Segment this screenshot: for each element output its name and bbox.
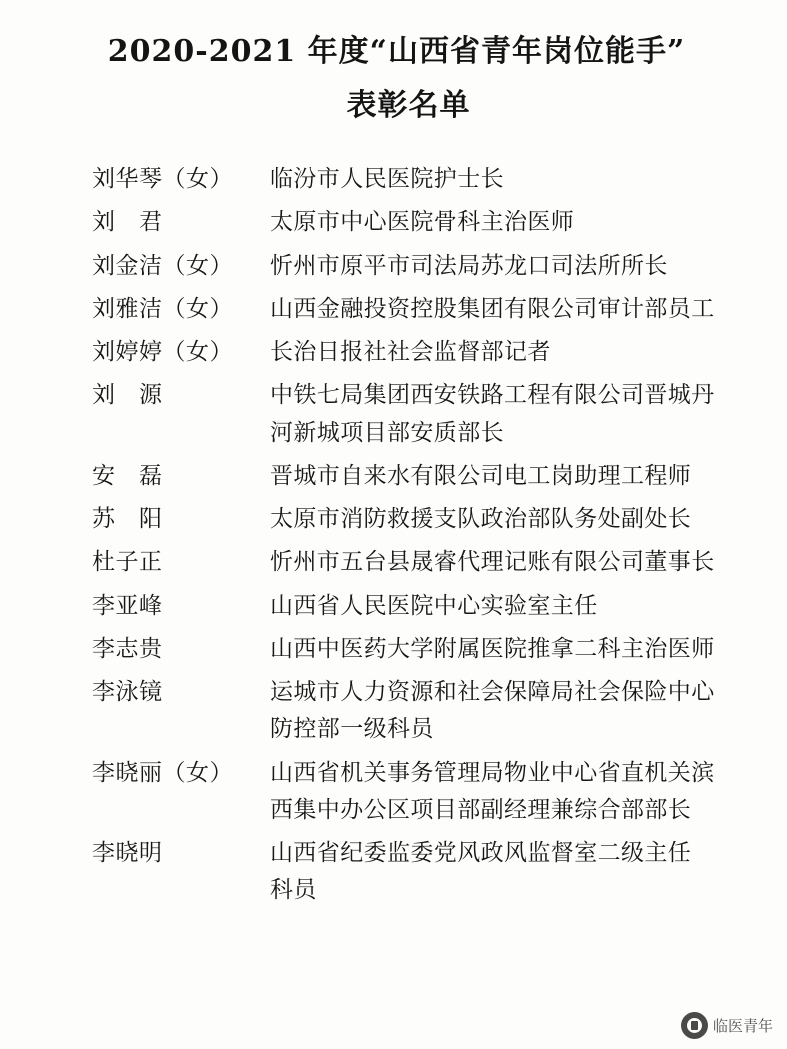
entry-name: 李晓丽（女） [92, 759, 233, 786]
title-line-secondary: 表彰名单 [346, 87, 471, 123]
watermark [681, 1012, 773, 1039]
entry-description-continuation: 科员 [270, 877, 317, 904]
list-item [92, 204, 751, 241]
entry-name: 刘金洁（女） [92, 252, 233, 279]
entry-name: 李晓明 [92, 840, 163, 866]
entry-description-continuation: 河新城项目部安质部长 [270, 419, 504, 446]
entry-name: 安 磊 [92, 462, 163, 489]
roster-list [0, 161, 787, 910]
entry-description-line: 太原市消防救援支队政治部队务处副处长 [270, 506, 692, 532]
list-item [92, 161, 751, 198]
entry-description-line: 山西省机关事务管理局物业中心省直机关滨 [270, 759, 715, 786]
list-item [92, 501, 751, 538]
entry-description-line: 忻州市原平市司法局苏龙口司法所所长 [270, 252, 668, 279]
entry-description-line: 运城市人力资源和社会保障局社会保险中心 [270, 679, 715, 705]
entry-description-line: 中铁七局集团西安铁路工程有限公司晋城丹 [270, 382, 715, 409]
entry-description-line: 山西省纪委监委党风政风监督室二级主任 [270, 840, 692, 866]
title-line-primary: 2020-2021 年度“山西省青年岗位能手” [107, 34, 686, 69]
list-item [92, 588, 751, 625]
entry-name: 李泳镜 [92, 679, 163, 705]
entry-description-continuation: 防控部一级科员 [270, 716, 434, 743]
entry-name: 李志贵 [92, 635, 163, 662]
entry-description-line: 长治日报社社会监督部记者 [270, 339, 551, 365]
entry-description [270, 588, 751, 625]
list-item [92, 835, 751, 910]
entry-description [270, 458, 751, 495]
entry-description-line: 山西金融投资控股集团有限公司审计部员工 [270, 295, 715, 322]
entry-description-line: 忻州市五台县晟睿代理记账有限公司董事长 [270, 549, 715, 576]
document-title [0, 0, 787, 127]
list-item [92, 291, 751, 328]
entry-name: 刘 源 [92, 382, 163, 409]
entry-description-line: 临汾市人民医院护士长 [270, 166, 504, 192]
entry-description [270, 755, 751, 830]
entry-description [270, 377, 751, 452]
entry-description-line: 晋城市自来水有限公司电工岗助理工程师 [270, 462, 692, 489]
entry-description [270, 334, 751, 371]
entry-name: 刘华琴（女） [92, 166, 233, 192]
entry-description [270, 204, 751, 241]
entry-description [270, 291, 751, 328]
entry-name: 李亚峰 [92, 592, 163, 619]
entry-name: 杜子正 [92, 549, 163, 576]
entry-description-continuation: 西集中办公区项目部副经理兼综合部部长 [270, 796, 692, 823]
entry-description [270, 674, 751, 749]
entry-description [270, 544, 751, 581]
entry-name: 刘 君 [92, 209, 163, 236]
entry-description [270, 835, 751, 910]
entry-description-line: 太原市中心医院骨科主治医师 [270, 209, 575, 236]
entry-name: 苏 阳 [92, 506, 163, 532]
entry-description [270, 501, 751, 538]
list-item [92, 458, 751, 495]
entry-description [270, 161, 751, 198]
entry-description [270, 631, 751, 668]
list-item [92, 248, 751, 285]
list-item [92, 544, 751, 581]
entry-name: 刘婷婷（女） [92, 339, 233, 365]
entry-name: 刘雅洁（女） [92, 295, 233, 322]
list-item [92, 674, 751, 749]
watermark-label: 临医青年 [712, 1017, 773, 1035]
wechat-account-logo-icon [681, 1012, 708, 1039]
entry-description-line: 山西省人民医院中心实验室主任 [270, 592, 598, 619]
list-item [92, 755, 751, 830]
list-item [92, 377, 751, 452]
entry-description-line: 山西中医药大学附属医院推拿二科主治医师 [270, 635, 715, 662]
entry-description [270, 248, 751, 285]
list-item [92, 631, 751, 668]
list-item [92, 334, 751, 371]
